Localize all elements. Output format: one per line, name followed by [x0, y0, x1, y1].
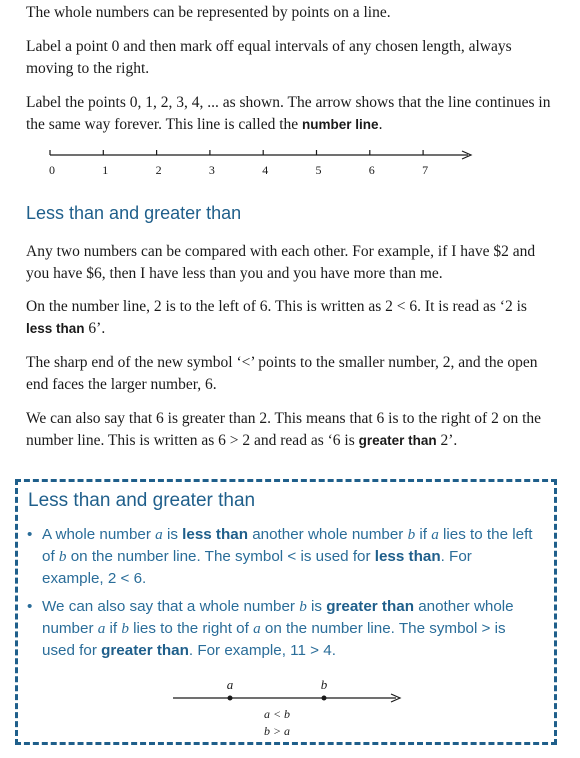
intro-paragraph-2: Label a point 0 and then mark off equal intervals of any chosen length, always moving to the right.: [26, 38, 512, 77]
section-heading: Less than and greater than: [26, 203, 242, 223]
number-line-tick-label: 5: [315, 163, 322, 177]
section-paragraph-2: On the number line, 2 is to the left of 6. This is written as 2 < 6. It is read as ‘2 is less than 6’.: [26, 298, 527, 337]
term-greater-than: greater than: [358, 433, 437, 448]
term-number-line: number line: [302, 117, 379, 132]
intro-paragraph-3: Label the points 0, 1, 2, 3, 4, ... as shown. The arrow shows that the line continues in the same way forever. This line is called the number line.: [26, 94, 551, 133]
number-line-tick-label: 4: [262, 163, 269, 177]
point-b-label: b: [320, 677, 328, 692]
term-less-than: less than: [26, 321, 85, 336]
point-b: [322, 696, 327, 701]
section-paragraph-1: Any two numbers can be compared with each other. For example, if I have $2 and you have $6, then I have less than you and you have more than me.: [26, 243, 536, 282]
bullet-glyph: •: [27, 598, 33, 615]
relation-greater-than: b > a: [263, 724, 291, 738]
definition-box: [15, 479, 557, 745]
number-line-tick-label: 3: [208, 163, 215, 177]
definition-bullet-greater-than: • We can also say that a whole number b is greater than another whole number a if b lies to the right of a on the number line. The symbol > is used for greater than. For example, 11 > 4.: [27, 598, 514, 659]
number-line-tick-label: 7: [422, 163, 429, 177]
relation-less-than: a < b: [263, 707, 291, 721]
definition-bullet-less-than: • A whole number a is less than another whole number b if a lies to the left of b on the number line. The symbol < is used for less than. For example, 2 < 6.: [27, 526, 533, 587]
section-paragraph-4: We can also say that 6 is greater than 2. This means that 6 is to the right of 2 on the number line. This is written as 6 > 2 and read as ‘6 is greater than 2’.: [26, 410, 542, 449]
section-paragraph-3: The sharp end of the new symbol ‘<’ points to the smaller number, 2, and the open end faces the larger number, 6.: [26, 354, 538, 393]
point-a-label: a: [226, 677, 234, 692]
definition-box-title: Less than and greater than: [28, 490, 256, 511]
comparison-diagram: [18, 674, 554, 744]
number-line-tick-label: 0: [49, 163, 55, 177]
bullet-glyph: •: [27, 526, 33, 543]
number-line-tick-label: 1: [102, 163, 109, 177]
number-line-tick-label: 2: [155, 163, 162, 177]
intro-paragraph-1: The whole numbers can be represented by points on a line.: [26, 4, 391, 21]
number-line-tick-label: 6: [368, 163, 375, 177]
point-a: [228, 696, 233, 701]
number-line-figure: [0, 146, 580, 186]
